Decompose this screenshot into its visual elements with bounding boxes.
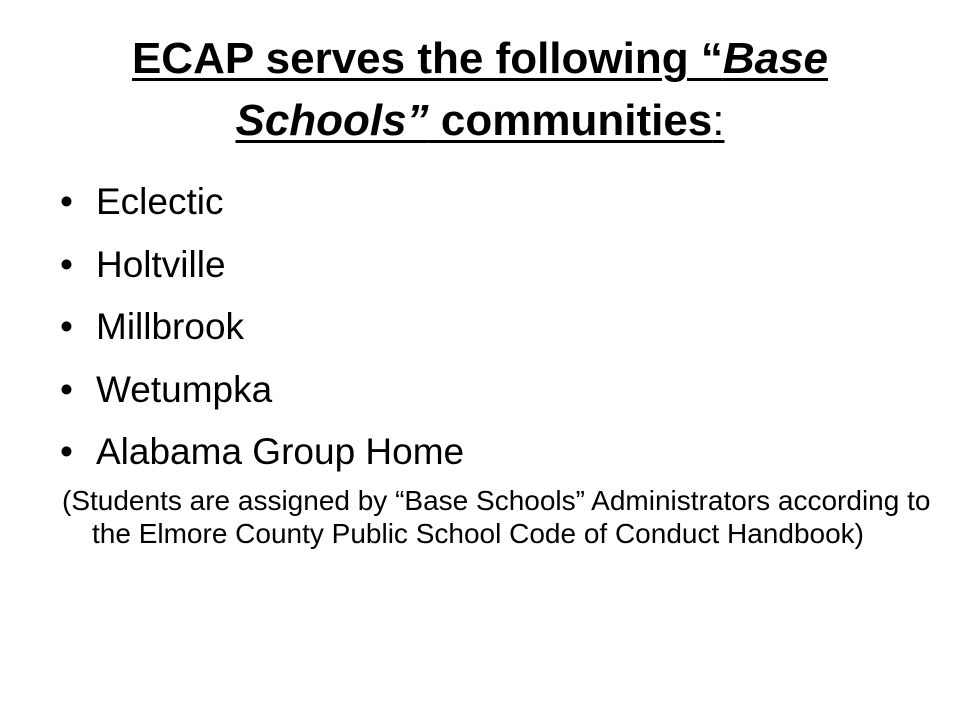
- list-item-label: Holtville: [96, 243, 226, 285]
- assignment-note: (Students are assigned by “Base Schools” Administrators according to the Elmore County Public School Code of Conduct Handbook): [62, 485, 931, 549]
- bullet-icon: •: [60, 431, 73, 472]
- list-item-holtville: [60, 234, 464, 297]
- bullet-icon: •: [60, 243, 73, 285]
- slide-title: [40, 28, 920, 152]
- list-item-alabama-group-home: [60, 421, 464, 484]
- title-part-1: ECAP serves the following “: [131, 34, 723, 83]
- bullet-icon: •: [60, 368, 73, 410]
- list-item-label: Alabama Group Home: [96, 431, 465, 472]
- title-base-schools: Base Schools”: [235, 34, 829, 145]
- list-item-millbrook: [60, 296, 464, 359]
- list-item-wetumpka: [60, 359, 464, 422]
- bullet-icon: •: [60, 306, 73, 347]
- community-list: [60, 171, 464, 484]
- list-item-eclectic: [60, 171, 464, 234]
- bullet-icon: •: [60, 181, 73, 222]
- title-colon: :: [712, 96, 725, 145]
- list-item-label: Millbrook: [96, 306, 245, 347]
- title-part-3: communities: [428, 96, 713, 145]
- list-item-label: Wetumpka: [96, 368, 273, 410]
- list-item-label: Eclectic: [96, 181, 224, 222]
